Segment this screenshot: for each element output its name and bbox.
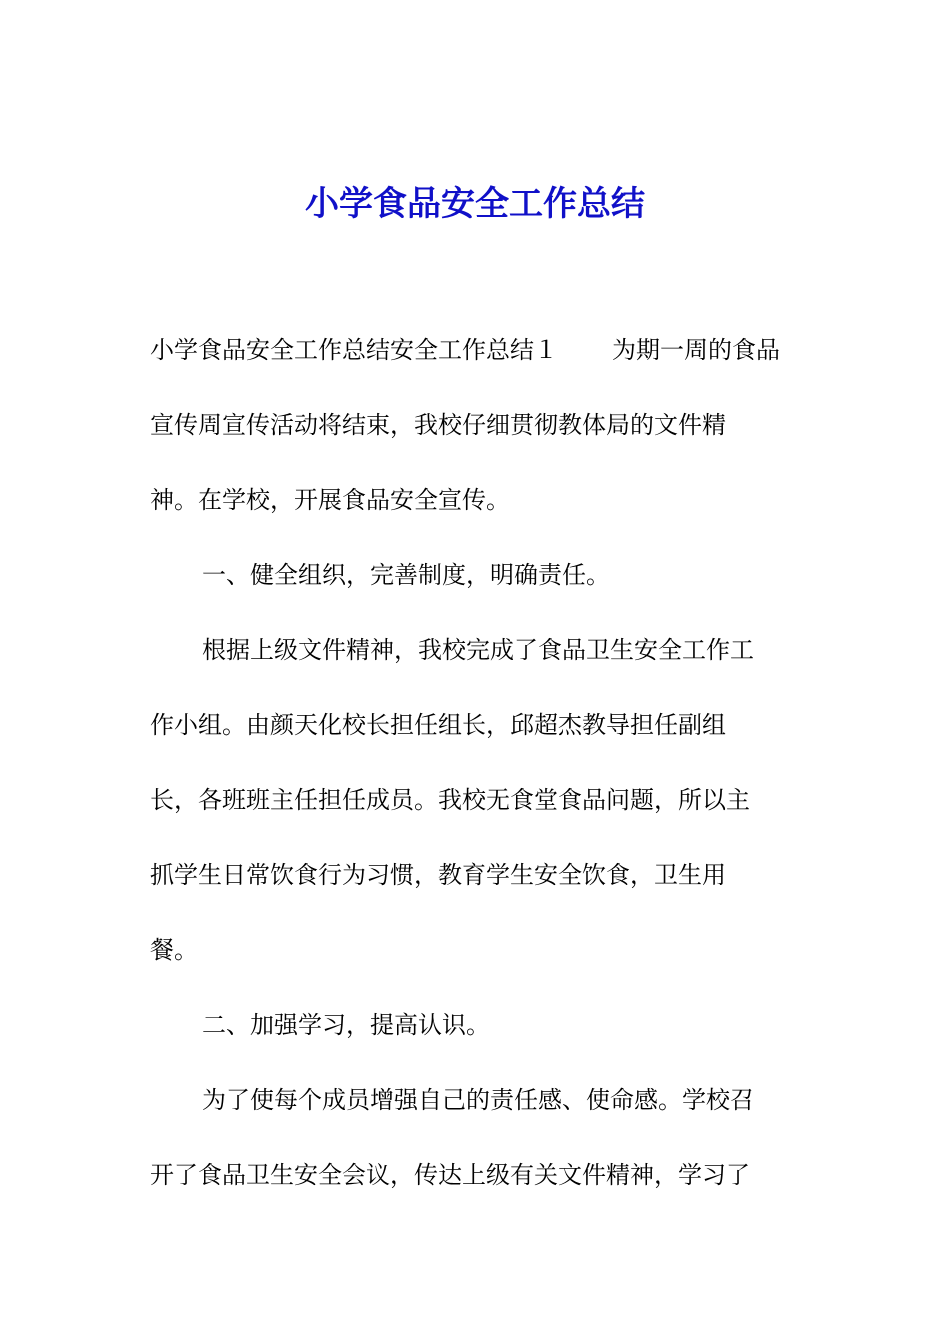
text-line-1 (150, 332, 780, 368)
text-line-1-part-a: 小学食品安全工作总结安全工作总结１ (150, 336, 558, 364)
section-heading-2: 二、加强学习，提高认识。 (202, 1011, 490, 1039)
text-line-5: 根据上级文件精神，我校完成了食品卫生安全工作工 (202, 636, 754, 664)
section-heading-1: 一、健全组织，完善制度，明确责任。 (202, 561, 610, 589)
text-line-12: 开了食品卫生安全会议，传达上级有关文件精神，学习了 (150, 1161, 750, 1189)
text-line-3: 神。在学校，开展食品安全宣传。 (150, 486, 510, 514)
text-line-8: 抓学生日常饮食行为习惯，教育学生安全饮食，卫生用 (150, 861, 726, 889)
document-title: 小学食品安全工作总结 (305, 184, 645, 224)
text-line-2: 宣传周宣传活动将结束，我校仔细贯彻教体局的文件精 (150, 411, 726, 439)
text-line-11: 为了使每个成员增强自己的责任感、使命感。学校召 (202, 1086, 754, 1114)
text-line-6: 作小组。由颜天化校长担任组长，邱超杰教导担任副组 (150, 711, 726, 739)
text-line-9: 餐。 (150, 936, 198, 964)
text-line-7: 长，各班班主任担任成员。我校无食堂食品问题，所以主 (150, 786, 750, 814)
text-line-1-part-b: 为期一周的食品 (612, 336, 780, 364)
